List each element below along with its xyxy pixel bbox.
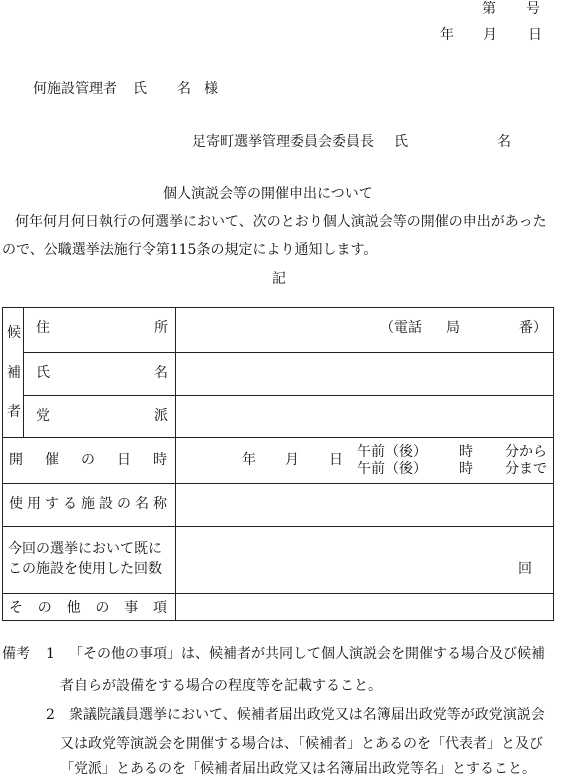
body-line-2: ので、公職選挙法施行令第115条の規定により通知します。: [2, 242, 378, 258]
sender-shi: 氏: [394, 134, 408, 150]
usage-unit: 回: [518, 561, 532, 577]
address-label-sho: 所: [154, 320, 168, 336]
note-1-line-2: 者自らが設備をする場合の程度等を記載すること。: [60, 678, 382, 694]
date-month: 月: [483, 27, 497, 43]
addressee-mei: 名: [177, 81, 191, 97]
sender-mei: 名: [497, 134, 511, 150]
datetime-from: 分から: [505, 444, 547, 460]
number-dai: 第: [482, 1, 496, 17]
datetime-hour-end: 時: [459, 461, 473, 477]
note-1-line-1: 「その他の事項」は、候補者が共同して個人演説会を開催する場合及び候補: [69, 646, 545, 662]
datetime-label: 開 催 の 日 時: [9, 452, 167, 468]
document-title: 個人演説会等の開催申出について: [163, 186, 373, 202]
datetime-day: 日: [329, 452, 343, 468]
datetime-month: 月: [285, 452, 299, 468]
ki-heading: 記: [272, 271, 286, 287]
other-label: そ の 他 の 事 項: [9, 600, 167, 616]
phone-open: （電話: [380, 320, 422, 336]
name-label-mei: 名: [154, 365, 168, 381]
number-go: 号: [526, 1, 540, 17]
notes-heading: 備考: [2, 646, 30, 662]
date-day: 日: [528, 27, 542, 43]
datetime-hour-start: 時: [459, 444, 473, 460]
name-label-shi: 氏: [36, 365, 50, 381]
party-label-to: 党: [36, 408, 50, 424]
date-year: 年: [440, 27, 454, 43]
note-2-line-2: 又は政党等演説会を開催する場合は、「候補者」とあるのを「代表者」と及び: [60, 736, 543, 752]
addressee-org: 何施設管理者: [33, 81, 117, 97]
facility-label: 使 用 す る 施 設 の 名 称: [9, 496, 167, 512]
sender-title: 足寄町選挙管理委員会委員長: [192, 134, 374, 150]
note-2-line-1: 衆議院議員選挙において、候補者届出政党又は名簿届出政党等が政党演説会: [69, 707, 545, 723]
usage-label-line-1: 今回の選挙において既に: [8, 541, 162, 557]
candidate-label-3: 者: [7, 404, 21, 420]
phone-kyoku: 局: [446, 320, 460, 336]
addressee-shi: 氏: [133, 81, 147, 97]
note-2-number: 2: [46, 707, 55, 723]
candidate-label-2: 補: [7, 365, 21, 381]
phone-ban: 番）: [519, 320, 547, 336]
usage-label-line-2: この施設を使用した回数: [8, 561, 162, 577]
datetime-to: 分まで: [505, 461, 547, 477]
party-label-ha: 派: [154, 408, 168, 424]
datetime-ampm-end: 午前（後）: [357, 461, 427, 477]
candidate-label-1: 候: [7, 325, 21, 341]
body-line-1: 何年何月何日執行の何選挙において、次のとおり個人演説会等の開催の申出があった: [15, 214, 547, 230]
address-label-ju: 住: [36, 320, 50, 336]
datetime-ampm-start: 午前（後）: [357, 444, 427, 460]
note-1-number: 1: [46, 646, 55, 662]
note-2-line-3: 「党派」とあるのを「候補者届出政党又は名簿届出政党等名」とすること。: [60, 761, 536, 777]
addressee-sama: 様: [204, 81, 218, 97]
datetime-year: 年: [242, 452, 256, 468]
